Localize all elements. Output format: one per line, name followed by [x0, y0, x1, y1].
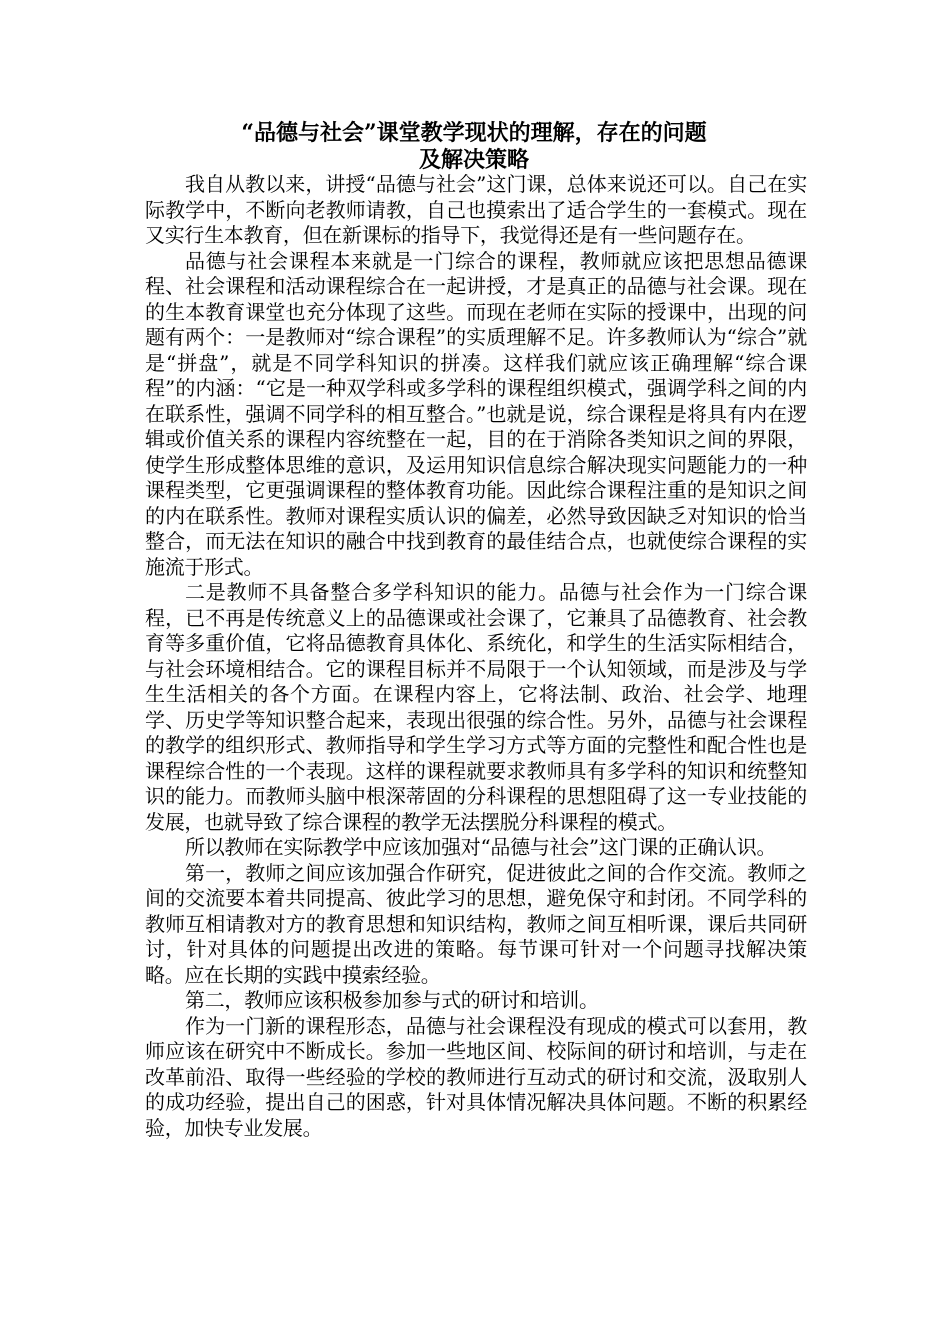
title-line-1: “品德与社会”课堂教学现状的理解，存在的问题: [241, 120, 707, 146]
title-line-2: 及解决策略: [418, 147, 529, 173]
paragraph-7: 作为一门新的课程形态，品德与社会课程没有现成的模式可以套用，教师应该在研究中不断成长。参加一些地区间、校际间的研讨和培训，与走在改革前沿、取得一些经验的学校的教师进行互动式的研讨和交流，汲取别人的成功经验，提出自己的困惑，针对具体情况解决具体问题。不断的积累经验，加快专业发展。: [145, 1013, 807, 1140]
paragraph-6: 第二，教师应该积极参加参与式的研讨和培训。: [185, 988, 599, 1012]
paragraph-4: 所以教师在实际教学中应该加强对“品德与社会”这门课的正确认识。: [185, 835, 777, 859]
document-title: [140, 120, 808, 174]
paragraph-5: 第一，教师之间应该加强合作研究，促进彼此之间的合作交流。教师之间的交流要本着共同提高、彼此学习的思想，避免保守和封闭。不同学科的教师互相请教对方的教育思想和知识结构，教师之间互相听课，课后共同研讨，针对具体的问题提出改进的策略。每节课可针对一个问题寻找解决策略。应在长期的实践中摸索经验。: [145, 860, 807, 987]
paragraph-3: 二是教师不具备整合多学科知识的能力。品德与社会作为一门综合课程，已不再是传统意义上的品德课或社会课了，它兼具了品德教育、社会教育等多重价值，它将品德教育具体化、系统化，和学生的生活实际相结合，与社会环境相结合。它的课程目标并不局限于一个认知领域，而是涉及与学生生活相关的各个方面。在课程内容上，它将法制、政治、社会学、地理学、历史学等知识整合起来，表现出很强的综合性。另外，品德与社会课程的教学的组织形式、教师指导和学生学习方式等方面的完整性和配合性也是课程综合性的一个表现。这样的课程就要求教师具有多学科的知识和统整知识的能力。而教师头脑中根深蒂固的分科课程的思想阻碍了这一专业技能的发展，也就导致了综合课程的教学无法摆脱分科课程的模式。: [145, 580, 807, 834]
paragraph-1: 我自从教以来，讲授“品德与社会”这门课，总体来说还可以。自己在实际教学中，不断向老教师请教，自己也摸索出了适合学生的一套模式。现在又实行生本教育，但在新课标的指导下，我觉得还是有一些问题存在。: [145, 172, 807, 247]
paragraph-2: 品德与社会课程本来就是一门综合的课程，教师就应该把思想品德课程、社会课程和活动课程综合在一起讲授，才是真正的品德与社会课。现在的生本教育课堂也充分体现了这些。而现在老师在实际的授课中，出现的问题有两个：一是教师对“综合课程”的实质理解不足。许多教师认为“综合”就是“拼盘”，就是不同学科知识的拼凑。这样我们就应该正确理解“综合课程”的内涵：“它是一种双学科或多学科的课程组织模式，强调学科之间的内在联系性，强调不同学科的相互整合。”也就是说，综合课程是将具有内在逻辑或价值关系的课程内容统整在一起，目的在于消除各类知识之间的界限，使学生形成整体思维的意识，及运用知识信息综合解决现实问题能力的一种课程类型，它更强调课程的整体教育功能。因此综合课程注重的是知识之间的内在联系性。教师对课程实质认识的偏差，必然导致因缺乏对知识的恰当整合，而无法在知识的融合中找到教育的最佳结合点，也就使综合课程的实施流于形式。: [145, 248, 807, 579]
document-body: [145, 172, 807, 1141]
